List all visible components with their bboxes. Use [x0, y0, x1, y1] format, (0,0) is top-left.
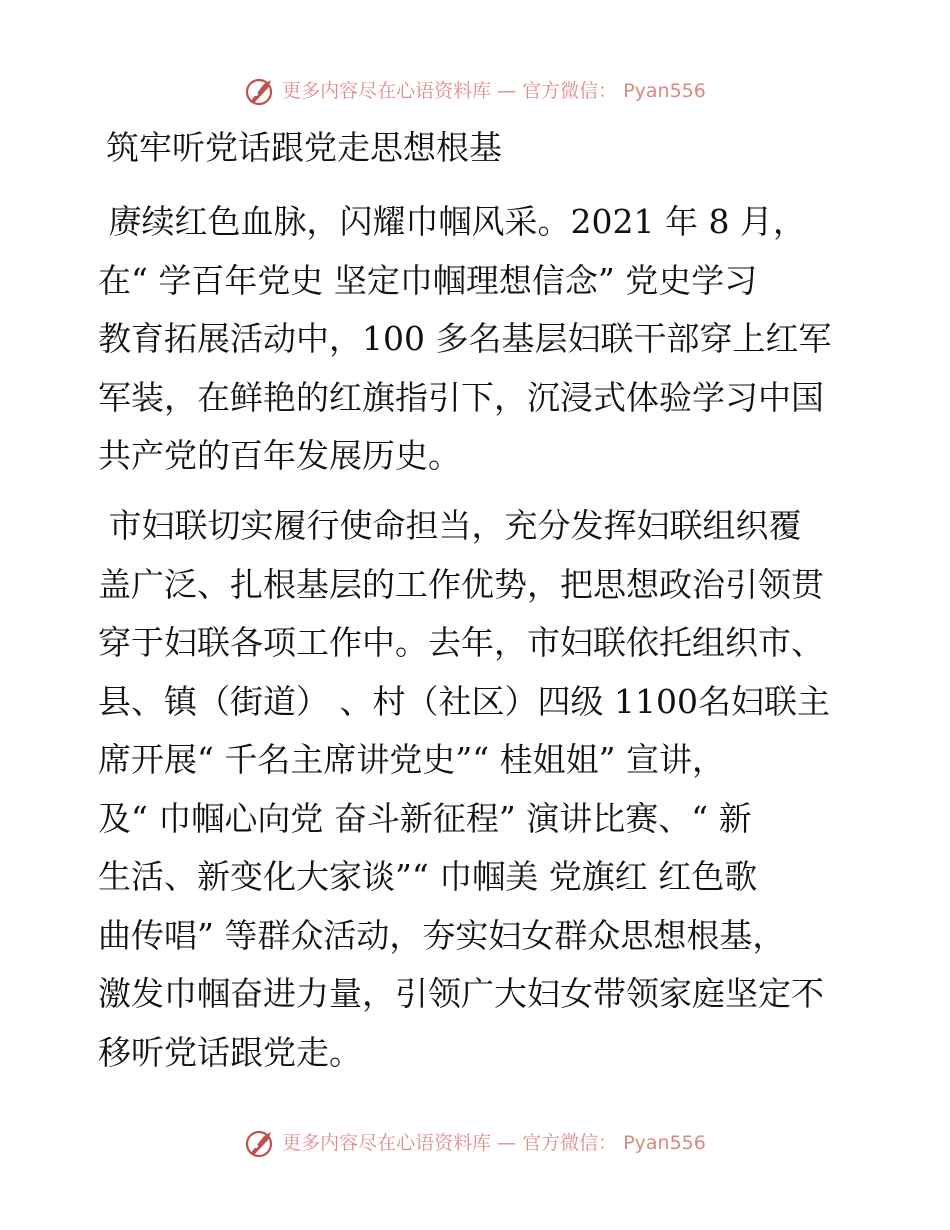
watermark-brand: 更多内容尽在心语资料库 [282, 1132, 492, 1154]
paragraph-line: 教育拓展活动中，100 多名基层妇联干部穿上红军 [98, 319, 832, 358]
header-watermark [0, 76, 950, 106]
watermark-official-label: 官方微信： [522, 80, 618, 102]
pen-nib-logo-icon [244, 1128, 276, 1158]
paragraph-line: 生活、新变化大家谈”“ 巾帼美 党旗红 红色歌 [98, 857, 758, 896]
paragraph-line: 军装，在鲜艳的红旗指引下，沉浸式体验学习中国 [98, 377, 824, 417]
watermark-separator: — [497, 80, 517, 102]
paragraph-line: 席开展“ 千名主席讲党史”“ 桂姐姐” 宣讲， [98, 740, 725, 779]
paragraph-line: 曲传唱” 等群众活动，夯实妇女群众思想根基， [98, 915, 786, 955]
watermark-wechat-id: Pyan556 [623, 80, 706, 102]
paragraph-line: 穿于妇联各项工作中。去年，市妇联依托组织市、 [98, 623, 824, 662]
paragraph-1 [98, 193, 858, 486]
paragraph-2 [98, 497, 858, 1082]
paragraph-line: 县、镇（街道） 、村（社区）四级 1100名妇联主 [98, 681, 830, 721]
paragraph-line: 及“ 巾帼心向党 奋斗新征程” 演讲比赛、“ 新 [98, 798, 752, 838]
watermark-brand: 更多内容尽在心语资料库 [282, 80, 492, 102]
paragraph-line: 共产党的百年发展历史。 [98, 436, 461, 475]
paragraph-line: 在“ 学百年党史 坚定巾帼理想信念” 党史学习 [98, 260, 758, 300]
paragraph-line: 移听党话跟党走。 [98, 1032, 362, 1072]
paragraph-line: 盖广泛、扎根基层的工作优势，把思想政治引领贯 [98, 564, 824, 604]
paragraph-line: 市妇联切实履行使命担当，充分发挥妇联组织覆 [98, 506, 802, 545]
footer-watermark [0, 1128, 950, 1158]
pen-nib-logo-icon [244, 76, 276, 106]
paragraph-line: 激发巾帼奋进力量，引领广大妇女带领家庭坚定不 [98, 974, 824, 1013]
watermark-separator: — [497, 1132, 517, 1154]
watermark-wechat-id: Pyan556 [623, 1132, 706, 1154]
article-title: 筑牢听党话跟党走思想根基 [106, 128, 502, 167]
paragraph-line: 赓续红色血脉，闪耀巾帼风采。2021 年 8 月， [98, 202, 806, 241]
watermark-official-label: 官方微信： [522, 1132, 618, 1154]
